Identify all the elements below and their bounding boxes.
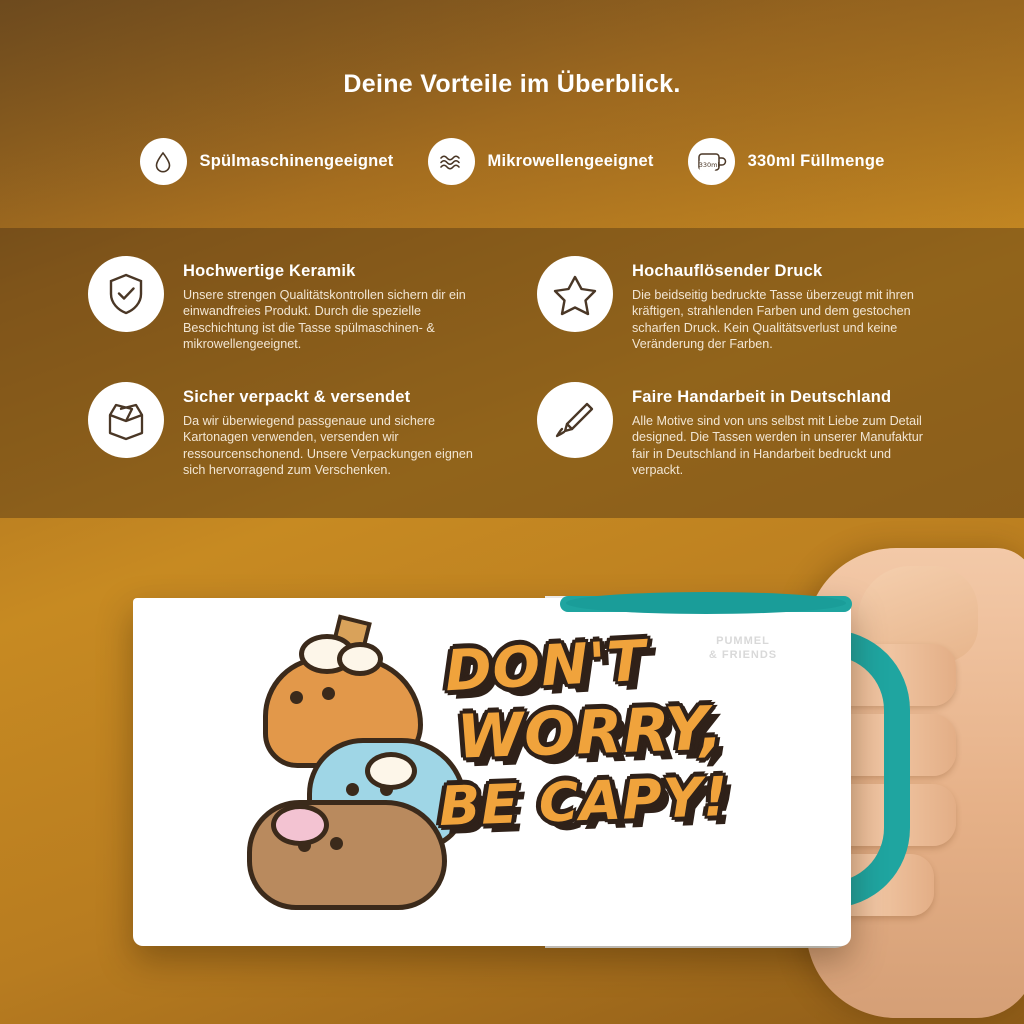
- eye-icon: [346, 783, 359, 796]
- benefit-body: Die beidseitig bedruckte Tasse überzeugt mit ihren kräftigen, strahlenden Farben und dem gestochen scharfen Druck. Kein Qualitätsverlust und keine Veränderung der Farben.: [632, 288, 914, 352]
- benefit-print: [537, 254, 950, 372]
- benefit-packaging: [88, 380, 501, 498]
- cream-swirl: [337, 642, 383, 676]
- benefits-grid: [0, 228, 1024, 518]
- top-feature-dishwasher: [140, 138, 394, 185]
- print-line-3: BE CAPY!: [437, 764, 730, 839]
- brand-name: PUMMEL: [716, 635, 770, 647]
- open-box-icon: [88, 382, 164, 458]
- brand-subtitle: & FRIENDS: [708, 649, 778, 661]
- top-feature-label: 330ml Füllmenge: [747, 152, 885, 170]
- benefit-title: Hochwertige Keramik: [183, 262, 356, 280]
- benefit-title: Hochauflösender Druck: [632, 262, 823, 280]
- eye-icon: [322, 687, 335, 700]
- svg-text:330ml: 330ml: [698, 160, 720, 169]
- benefit-title: Sicher verpackt & versendet: [183, 388, 411, 406]
- microwave-waves-icon: [428, 138, 475, 185]
- print-text: [433, 628, 733, 904]
- eye-icon: [330, 837, 343, 850]
- eye-icon: [290, 691, 303, 704]
- top-feature-volume: [688, 138, 885, 185]
- cream-swirl: [271, 804, 329, 846]
- benefit-title: Faire Handarbeit in Deutschland: [632, 388, 892, 406]
- shield-check-icon: [88, 256, 164, 332]
- cream-swirl: [365, 752, 417, 790]
- benefit-body: Alle Motive sind von uns selbst mit Liebe zum Detail designed. Die Tassen werden in unserer Manufaktur fair in Deutschland in Handarbeit bedruckt und verpackt.: [632, 414, 923, 478]
- benefit-ceramic: [88, 254, 501, 372]
- benefit-body: Da wir überwiegend passgenaue und sichere Kartonagen verwenden, versenden wir ressourcenschonend. Unsere Verpackungen eignen sich hervorragend zum Verschenken.: [183, 414, 473, 478]
- page-title: Deine Vorteile im Überblick.: [343, 70, 681, 98]
- brand-logo: [689, 634, 797, 662]
- top-feature-list: [0, 138, 1024, 185]
- product-photo: [0, 518, 1024, 1024]
- benefit-body: Unsere strengen Qualitätskontrollen sichern dir ein einwandfreies Produkt. Durch die spezielle Beschichtung ist die Tasse spülmaschinen- & mikrowellengeeignet.: [183, 288, 466, 352]
- top-feature-label: Spülmaschinengeeignet: [199, 152, 394, 170]
- benefits-band: [0, 228, 1024, 518]
- benefit-handmade: [537, 380, 950, 498]
- top-band: [0, 0, 1024, 228]
- star-icon: [537, 256, 613, 332]
- paintbrush-icon: [537, 382, 613, 458]
- top-feature-label: Mikrowellengeeignet: [487, 152, 654, 170]
- print-line-2: WORRY,: [455, 693, 725, 773]
- droplet-icon: [140, 138, 187, 185]
- mug-print-design: [133, 598, 851, 946]
- top-feature-microwave: [428, 138, 654, 185]
- mug-volume-icon: [688, 138, 735, 185]
- print-line-1: DON'T: [443, 628, 648, 705]
